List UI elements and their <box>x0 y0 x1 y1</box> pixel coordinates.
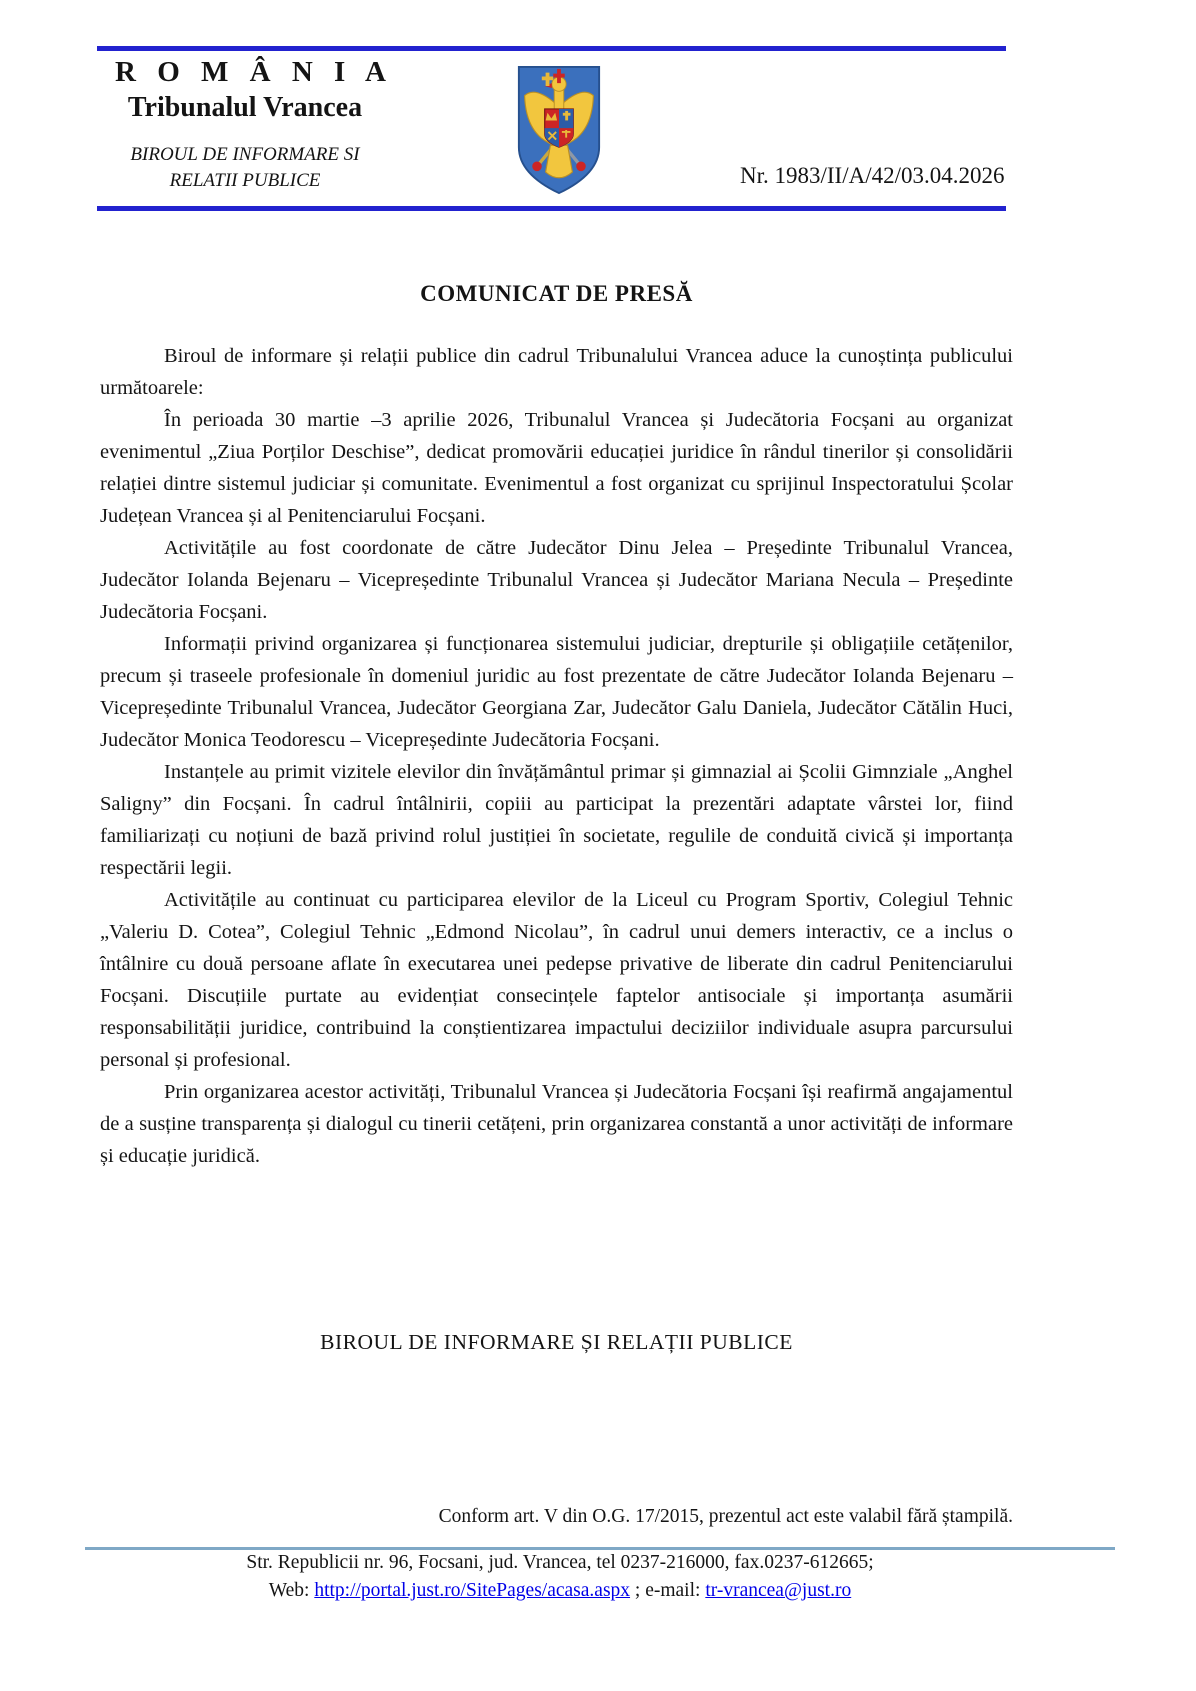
email-label: ; e-mail: <box>634 1580 701 1601</box>
header-bottom-rule <box>97 206 1006 211</box>
paragraph: În perioada 30 martie –3 aprilie 2026, Tribunalul Vrancea și Judecătoria Focșani au organizat evenimentul „Ziua Porților Deschise”, dedicat promovării educației juridice în rândul tinerilor și consolidării relației dintre sistemul judiciar și comunitate. Evenimentul a fost organizat cu sprijinul Inspectoratului Școlar Județean Vrancea și al Penitenciarului Focșani. <box>100 409 1013 527</box>
email-link[interactable]: tr-vrancea@just.ro <box>705 1580 852 1601</box>
header-top-rule <box>97 46 1006 51</box>
paragraph: Activitățile au continuat cu participarea elevilor de la Liceul cu Program Sportiv, Colegiul Tehnic „Valeriu D. Cotea”, Colegiul Tehnic „Edmond Nicolau”, în cadrul unui demers interactiv, ce a inclus o întâlnire cu două persoane aflate în executarea unei pedepse privative de liberate din cadrul Penitenciarului Focșani. Discuțiile purtate au evidențiat consecințele faptelor antisociale și importanța asumării responsabilității juridice, contribuind la conștientizarea impactului deciziilor individuale asupra parcursului personal și profesional. <box>100 889 1013 1071</box>
romania-coat-of-arms-icon <box>516 64 602 196</box>
office-name-line1: BIROUL DE INFORMARE SI <box>130 144 360 165</box>
office-name <box>115 142 375 194</box>
crest-inner-shield <box>545 109 574 147</box>
page-title: COMUNICAT DE PRESĂ <box>420 281 693 306</box>
website-link[interactable]: http://portal.just.ro/SitePages/acasa.aspx <box>314 1580 631 1601</box>
web-label: Web: <box>268 1580 310 1601</box>
stamp-validity-note: Conform art. V din O.G. 17/2015, prezentul act este valabil fără ștampilă. <box>438 1506 1013 1527</box>
footer-contacts <box>104 1580 1016 1602</box>
paragraph: Informații privind organizarea și funcționarea sistemului judiciar, drepturile și obligațiile cetățenilor, precum și traseele profesionale în domeniul juridic au fost prezentate de către Judecător Iolanda Bejenaru – Vicepreședinte Tribunalul Vrancea, Judecător Georgiana Zar, Judecător Galu Daniela, Judecător Cătălin Huci, Judecător Monica Teodorescu – Vicepreședinte Judecătoria Focșani. <box>100 633 1013 751</box>
office-name-line2: RELATII PUBLICE <box>169 170 321 191</box>
institution-name: Tribunalul Vrancea <box>127 92 363 123</box>
paragraph: Instanțele au primit vizitele elevilor din învățământul primar și gimnazial ai Școlii Gimnziale „Anghel Saligny” din Focșani. În cadrul întâlnirii, copiii au participat la prezentări adaptate vârstei lor, fiind familiarizați cu noțiuni de bază privind rolul justiției în societate, regulile de conduită civică și importanța respectării legii. <box>100 761 1013 879</box>
paragraph: Prin organizarea acestor activități, Tribunalul Vrancea și Judecătoria Focșani își reafirmă angajamentul de a susține transparența și dialogul cu tinerii cetățeni, prin organizarea constantă a unor activități de informare și educație juridică. <box>100 1081 1013 1167</box>
paragraph: Activitățile au fost coordonate de către Judecător Dinu Jelea – Președinte Tribunalul Vrancea, Judecător Iolanda Bejenaru – Vicepreședinte Tribunalul Vrancea și Judecător Mariana Necula – Președinte Judecătoria Focșani. <box>100 537 1013 623</box>
footer-address: Str. Republicii nr. 96, Focsani, jud. Vrancea, tel 0237-216000, fax.0237-612665; <box>246 1552 874 1573</box>
signature-block: BIROUL DE INFORMARE ȘI RELAȚII PUBLICE <box>320 1330 793 1354</box>
letterhead <box>115 56 393 194</box>
footer-rule <box>85 1547 1115 1550</box>
document-number: Nr. 1983/II/A/42/03.04.2026 <box>740 163 1005 188</box>
paragraph: Biroul de informare și relații publice din cadrul Tribunalului Vrancea aduce la cunoștința publicului următoarele: <box>100 345 1013 399</box>
country-name: R O M Â N I A <box>115 56 393 88</box>
press-release-body <box>100 340 1013 1172</box>
